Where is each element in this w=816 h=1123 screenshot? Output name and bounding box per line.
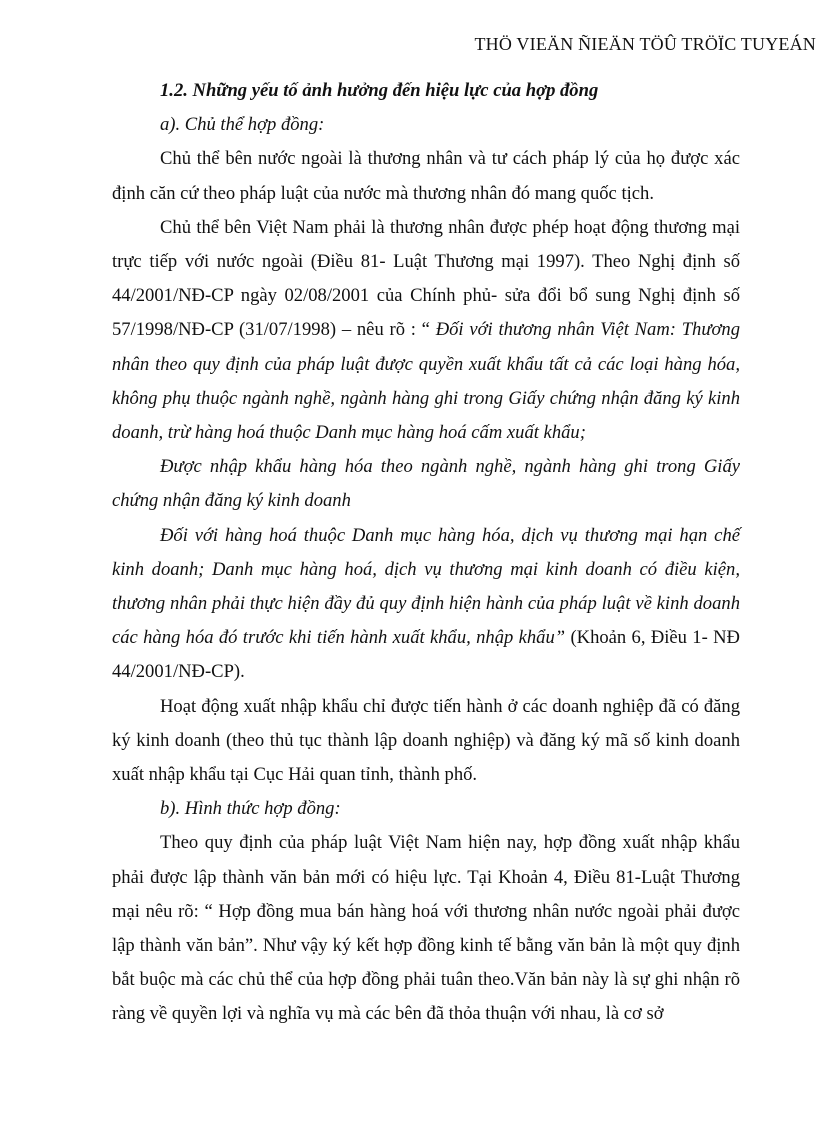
paragraph-1: Chủ thể bên nước ngoài là thương nhân và tư cách pháp lý của họ được xác định căn cứ theo pháp luật của nước mà thương nhân đó mang quốc tịch. xyxy=(112,148,740,204)
paragraph-4-quote: Đối với hàng hoá thuộc Danh mục hàng hóa, dịch vụ thương mại hạn chế kinh doanh; Danh mục hàng hoá, dịch vụ thương mại kinh doanh có điều kiện, thương nhân phải thực hiện đầy đủ quy định hiện hành của pháp luật về kinh doanh các hàng hóa đó trước khi tiến hành xuất khẩu, nhập khẩu” xyxy=(112,524,740,649)
paragraph-3: Được nhập khẩu hàng hóa theo ngành nghề, ngành hàng ghi trong Giấy chứng nhận đăng ký kinh doanh xyxy=(112,456,740,512)
subheading-b: b). Hình thức hợp đồng: xyxy=(160,798,341,820)
paragraph-2 xyxy=(112,211,740,450)
document-body xyxy=(112,74,740,1032)
paragraph-2-quote: Đối với thương nhân Việt Nam: Thương nhân theo quy định của pháp luật được quyền xuất khẩu tất cả các loại hàng hóa, không phụ thuộc ngành nghề, ngành hàng ghi trong Giấy chứng nhận đăng ký kinh doanh, trừ hàng hoá thuộc Danh mục hàng hoá cấm xuất khẩu; xyxy=(112,319,740,444)
paragraph-4-plain: (Khoản 6, Điều 1- NĐ 44/2001/NĐ-CP). xyxy=(112,627,740,683)
paragraph-2-plain: Chủ thể bên Việt Nam phải là thương nhân được phép hoạt động thương mại trực tiếp với nước ngoài (Điều 81- Luật Thương mại 1997). Theo Nghị định số 44/2001/NĐ-CP ngày 02/08/2001 của Chính phủ- sửa đổi bổ sung Nghị định số 57/1998/NĐ-CP (31/07/1998) – nêu rõ : “ xyxy=(112,216,740,341)
page-header: THÖ VIEÄN ÑIEÄN TÖÛ TRÖÏC TUYEÁN xyxy=(474,34,816,54)
paragraph-6: Theo quy định của pháp luật Việt Nam hiện nay, hợp đồng xuất nhập khẩu phải được lập thành văn bản mới có hiệu lực. Tại Khoản 4, Điều 81-Luật Thương mại nêu rõ: “ Hợp đồng mua bán hàng hoá với thương nhân nước ngoài phải được lập thành văn bản”. Như vậy ký kết hợp đồng kinh tế bằng văn bản là một quy định bắt buộc mà các chủ thể của hợp đồng phải tuân theo.Văn bản này là sự ghi nhận rõ ràng về quyền lợi và nghĩa vụ mà các bên đã thỏa thuận với nhau, là cơ sở xyxy=(112,832,740,1025)
paragraph-4 xyxy=(112,519,740,690)
subheading-a: a). Chủ thể hợp đồng: xyxy=(160,114,325,136)
paragraph-5: Hoạt động xuất nhập khẩu chỉ được tiến hành ở các doanh nghiệp đã có đăng ký kinh doanh (theo thủ tục thành lập doanh nghiệp) và đăng ký mã số kinh doanh xuất nhập khẩu tại Cục Hải quan tỉnh, thành phố. xyxy=(112,695,740,786)
section-heading: 1.2. Những yếu tố ảnh hưởng đến hiệu lực của hợp đồng xyxy=(160,80,599,101)
